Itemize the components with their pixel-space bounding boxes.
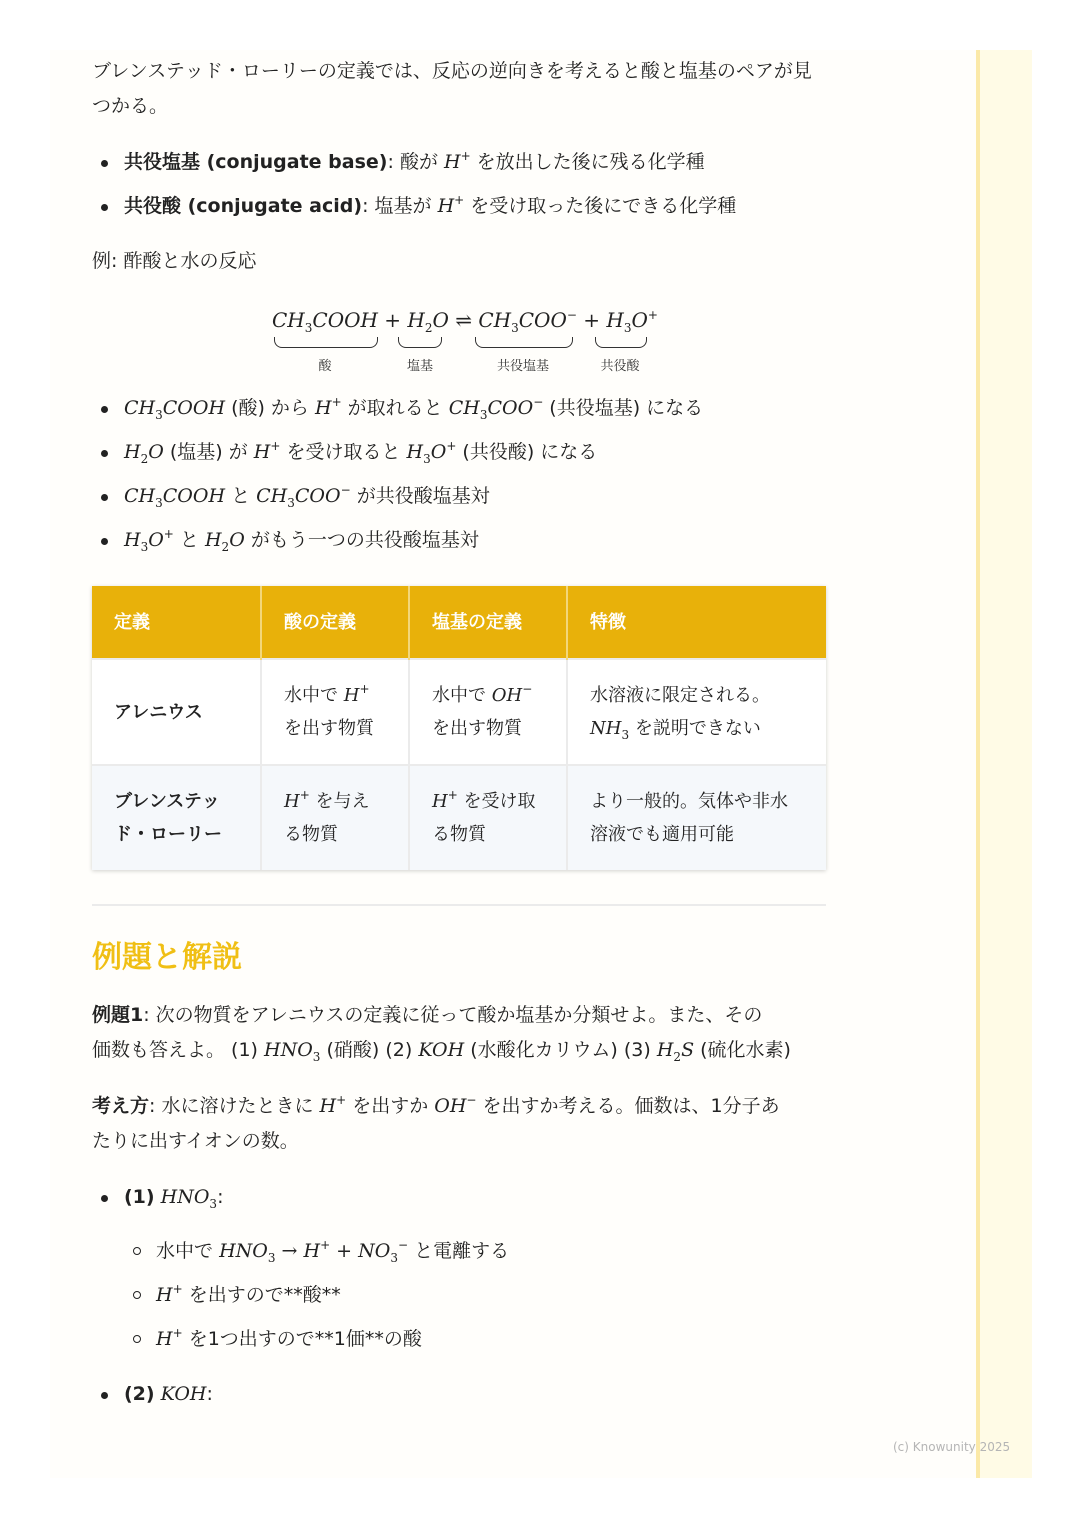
table-cell: 水溶液に限定される。 $NH_3$ を説明できない — [567, 659, 826, 765]
list-item: H+ を出すので**酸** — [124, 1278, 828, 1313]
equation-label-base: 塩基 — [406, 359, 433, 374]
intro-paragraph: ブレンステッド・ローリーの定義では、反応の逆向きを考えると酸と塩基のペアが見つかる。 — [92, 60, 812, 117]
example-label: 例: 酢酸と水の反応 — [92, 250, 257, 272]
list-item: 共役塩基 (conjugate base): 酸が H+ を放出した後に残る化学種 — [92, 145, 828, 180]
table-cell: 水中で OH− を出す物質 — [409, 659, 567, 765]
solution-list — [92, 1180, 828, 1412]
definition-table — [92, 586, 826, 870]
list-item: $CH_3COOH$ と $CH_3COO^-$ が共役酸塩基対 — [92, 479, 828, 514]
table-header: 特徴 — [567, 586, 826, 659]
sidebar-strip — [976, 50, 1032, 1478]
list-item: (1) $HNO_3$: 水中で $HNO_3 \to H^+ + NO_3^-$ と電離する H+ を出すので**酸** H+ を1つ出すので**1価**の酸 — [92, 1180, 828, 1357]
table-cell: H+ を受け取 る物質 — [409, 765, 567, 870]
table-cell: アレニウス — [92, 659, 261, 765]
table-cell: H+ を与え る物質 — [261, 765, 409, 870]
table-cell: より一般的。気体や非水 溶液でも適用可能 — [567, 765, 826, 870]
brace — [274, 337, 378, 348]
table-header: 定義 — [92, 586, 261, 659]
table-header: 塩基の定義 — [409, 586, 567, 659]
table-row — [92, 659, 826, 765]
main-content — [92, 54, 828, 1412]
equation-row: $CH_3COOH + H_2O$ ⇌ $CH_3COO^- + H_3O^+$ — [272, 308, 658, 335]
list-item: H+ を1つ出すので**1価**の酸 — [124, 1322, 828, 1357]
approach-paragraph: 考え方: 水に溶けたときに H+ を出すか OH− を出すか考える。価数は、1分子あ たりに出すイオンの数。 — [92, 1093, 780, 1152]
brace — [398, 337, 442, 348]
table-header-row — [92, 586, 826, 659]
list-item: 水中で $HNO_3 \to H^+ + NO_3^-$ と電離する — [124, 1234, 828, 1269]
equation-label-acid: 酸 — [318, 359, 332, 374]
equation-label-conj-acid: 共役酸 — [600, 359, 640, 374]
definition-list — [92, 145, 828, 224]
table-cell: ブレンステッ ド・ローリー — [92, 765, 261, 870]
reaction-equation — [92, 301, 828, 374]
problem-paragraph: 例題1: 次の物質をアレニウスの定義に従って酸か塩基か分類せよ。また、その 価数も答えよ。 (1) $HNO_3$ (硝酸) (2) KOH (水酸化カリウム) (3) $H_2S$ (硫化水素) — [92, 1004, 791, 1064]
section-title: 例題と解説 — [92, 940, 242, 975]
list-item: $CH_3COOH$ (酸) から H+ が取れると $CH_3COO^-$ (共役塩基) になる — [92, 391, 828, 426]
sub-list — [124, 1234, 828, 1357]
equation-label-conj-base: 共役塩基 — [496, 359, 549, 374]
table-row — [92, 765, 826, 870]
reaction-points — [92, 391, 828, 558]
list-item: (2) KOH: — [92, 1377, 828, 1412]
def-term: 共役塩基 (conjugate base) — [124, 151, 388, 173]
brace — [595, 337, 647, 348]
section-divider — [92, 904, 826, 906]
def-term: 共役酸 (conjugate acid) — [124, 195, 363, 217]
list-item: $H_2O$ (塩基) が H+ を受け取ると $H_3O^+$ (共役酸) になる — [92, 435, 828, 470]
table-cell: 水中で H+ を出す物質 — [261, 659, 409, 765]
table-header: 酸の定義 — [261, 586, 409, 659]
brace — [475, 337, 573, 348]
copyright-footer: (c) Knowunity 2025 — [893, 1440, 1011, 1454]
list-item: 共役酸 (conjugate acid): 塩基が H+ を受け取った後にできる化学種 — [92, 189, 828, 224]
list-item: $H_3O^+$ と $H_2O$ がもう一つの共役酸塩基対 — [92, 523, 828, 558]
